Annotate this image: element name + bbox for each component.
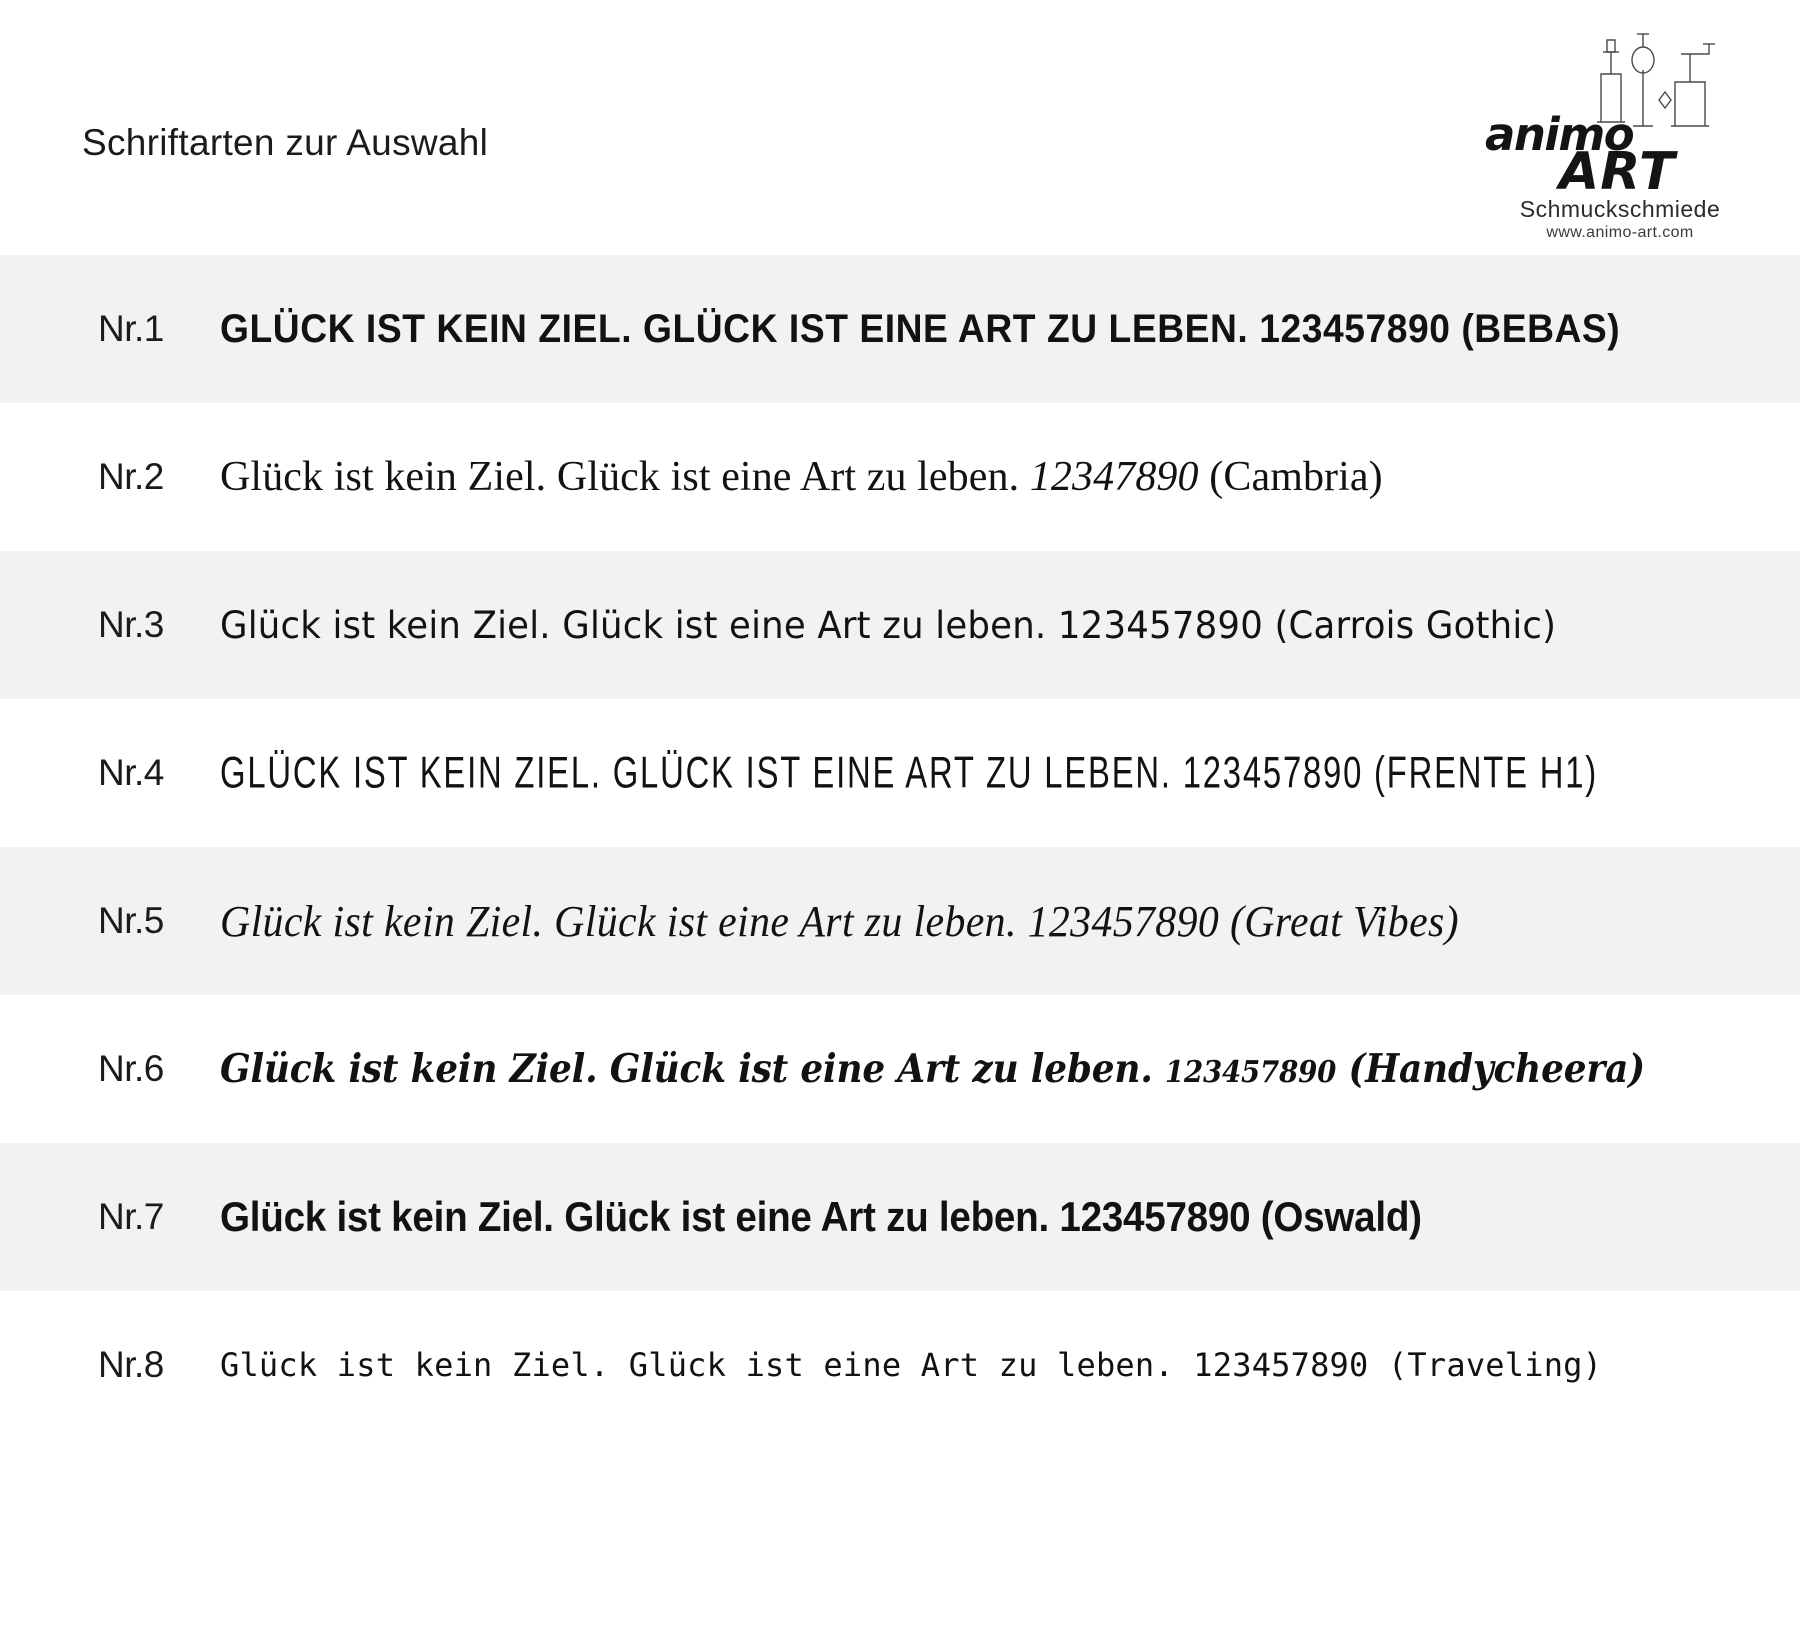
row-number: Nr.3 (98, 604, 164, 645)
row-number: Nr.2 (98, 456, 164, 497)
sample-text: Glück ist kein Ziel. Glück ist eine Art zu leben. (220, 454, 1020, 500)
sample-font-name: (Handycheera) (1348, 1046, 1645, 1092)
row-sample (220, 604, 1737, 647)
list-item (0, 699, 1800, 847)
page-header (0, 0, 1800, 255)
sample-text: GLÜCK IST KEIN ZIEL. GLÜCK IST EINE ART ZU LEBEN. (220, 747, 1172, 798)
row-number: Nr.8 (98, 1344, 164, 1385)
sample-font-name: (Cambria) (1209, 454, 1383, 500)
font-sample-list (0, 255, 1800, 1439)
list-item (0, 1291, 1800, 1439)
logo-wordmark-animo: animo (1485, 108, 1634, 161)
sample-font-name: (BEBAS) (1461, 306, 1621, 351)
row-number: Nr.1 (98, 308, 164, 349)
row-sample (220, 748, 1614, 798)
sample-font-name: (Carrois Gothic) (1274, 603, 1557, 647)
sample-digits: 123457890 (1259, 306, 1451, 351)
sample-font-name: (Great Vibes) (1229, 896, 1459, 946)
list-item (0, 1143, 1800, 1291)
row-number: Nr.4 (98, 752, 164, 793)
sample-font-name: (FRENTE H1) (1374, 747, 1598, 798)
row-sample (220, 1346, 1800, 1384)
page-title: Schriftarten zur Auswahl (82, 122, 489, 163)
sample-font-name: (Oswald) (1260, 1193, 1422, 1240)
sample-text: Glück ist kein Ziel. Glück ist eine Art zu leben. (220, 896, 1017, 946)
logo-url: www.animo-art.com (1546, 224, 1694, 241)
row-sample (220, 1046, 1674, 1092)
sample-digits: 123457890 (1164, 1055, 1337, 1090)
brand-logo (1485, 30, 1745, 241)
sample-digits: 123457890 (1059, 1193, 1251, 1240)
row-number: Nr.7 (98, 1196, 164, 1237)
row-sample (220, 453, 1800, 501)
row-sample (220, 896, 1721, 947)
sample-digits: 123457890 (1027, 896, 1220, 946)
row-number: Nr.6 (98, 1048, 164, 1089)
row-number: Nr.5 (98, 900, 164, 941)
sample-digits: 123457890 (1193, 1346, 1369, 1384)
sample-text: Glück ist kein Ziel. Glück ist eine Art zu leben. (220, 1046, 1153, 1092)
list-item (0, 403, 1800, 551)
sample-font-name: (Traveling) (1387, 1346, 1603, 1384)
sample-text: Glück ist kein Ziel. Glück ist eine Art zu leben. (220, 1193, 1049, 1240)
list-item (0, 551, 1800, 699)
sample-text: GLÜCK IST KEIN ZIEL. GLÜCK IST EINE ART ZU LEBEN. (220, 306, 1249, 351)
row-sample (220, 1193, 1674, 1241)
sample-digits: 123457890 (1057, 603, 1264, 647)
sample-digits: 123457890 (1182, 747, 1364, 798)
logo-subtitle: Schmuckschmiede (1519, 196, 1721, 222)
list-item (0, 847, 1800, 995)
sample-text: Glück ist kein Ziel. Glück ist eine Art zu leben. (220, 1346, 1174, 1384)
row-sample (220, 307, 1689, 352)
list-item (0, 995, 1800, 1143)
logo-wordmark-art: ART (1559, 142, 1676, 202)
sample-digits: 12347890 (1029, 454, 1199, 500)
sample-text: Glück ist kein Ziel. Glück ist eine Art zu leben. (220, 603, 1047, 647)
list-item (0, 255, 1800, 403)
